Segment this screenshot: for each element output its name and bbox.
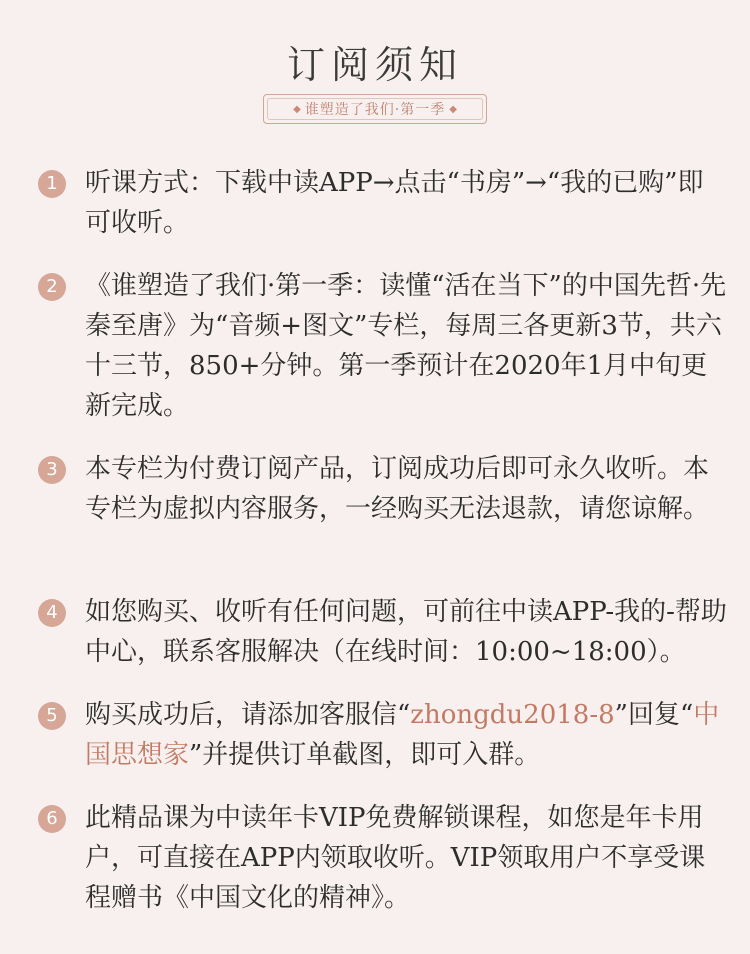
number-badge: 1 [38,170,66,198]
notice-item-1 [38,163,728,243]
right-ornament-icon: ◆ [449,103,457,115]
notice-item-5 [38,695,728,775]
notice-item-2 [38,266,728,426]
notice-text: 本专栏为付费订阅产品，订阅成功后即可永久收听。本专栏为虚拟内容服务，一经购买无法退款，请您谅解。 [85,454,710,524]
number-badge: 2 [38,273,66,301]
notice-text: 如您购买、收听有任何问题，可前往中读APP-我的-帮助中心，联系客服解决（在线时间：10:00~18:00）。 [85,597,727,667]
left-ornament-icon: ◆ [293,103,301,115]
keyword-highlight: 中国思想家 [85,700,720,770]
page-title: 订阅须知 [286,43,463,87]
subtitle-text: 谁塑造了我们·第一季 [304,102,446,118]
wechat-id: zhongdu2018-8 [410,700,615,730]
number-badge: 4 [38,599,66,627]
number-badge: 6 [38,805,66,833]
notice-item-3 [38,449,728,529]
text-part: ”回复“ [614,700,694,730]
notice-text: 此精品课为中读年卡VIP免费解锁课程，如您是年卡用户，可直接在APP内领取收听。VIP领取用户不享受课程赠书《中国文化的精神》。 [85,803,706,913]
notice-item-6 [38,798,728,918]
text-part: ”并提供订单截图，即可入群。 [189,740,541,770]
notice-item-4 [38,592,728,672]
subtitle-banner [263,94,487,124]
number-badge: 3 [38,456,66,484]
notice-text [85,695,728,775]
number-badge: 5 [38,702,66,730]
notice-text: 听课方式：下载中读APP→点击“书房”→“我的已购”即可收听。 [85,168,704,238]
text-part: 购买成功后，请添加客服信“ [85,700,411,730]
notice-text: 《谁塑造了我们·第一季：读懂“活在当下”的中国先哲·先秦至唐》为“音频+图文”专栏，每周三各更新3节，共六十三节，850+分钟。第一季预计在2020年1月中旬更新完成。 [85,271,727,421]
